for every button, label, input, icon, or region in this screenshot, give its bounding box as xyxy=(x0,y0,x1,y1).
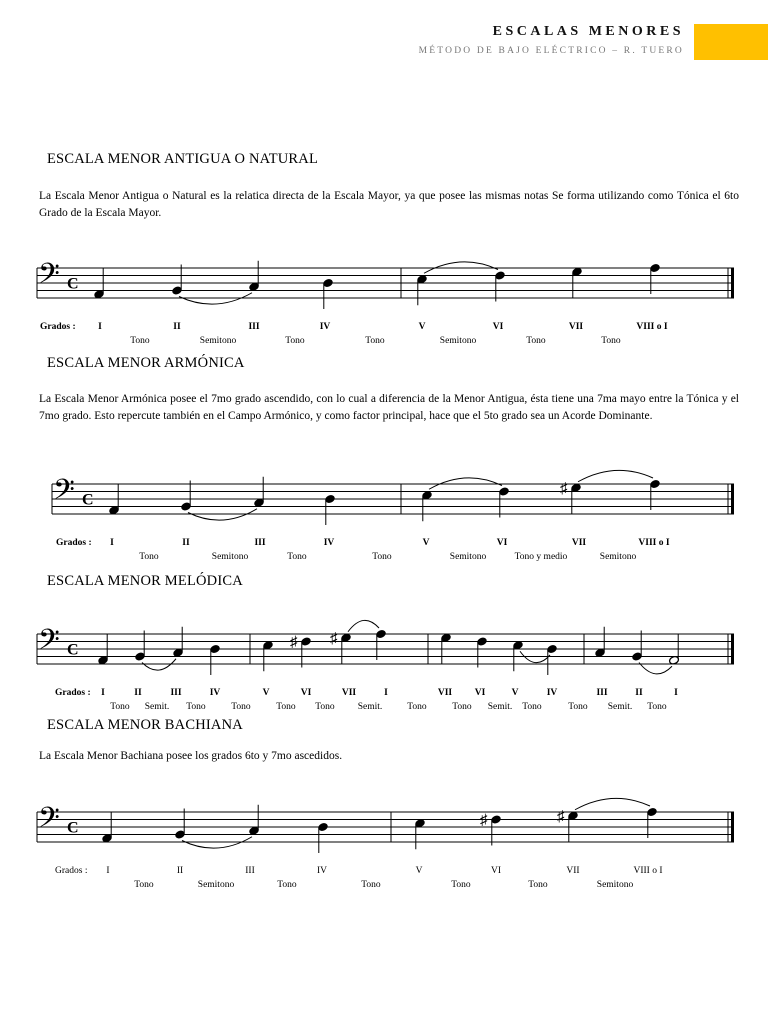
page-header-subtitle: MÉTODO DE BAJO ELÉCTRICO – R. TUERO xyxy=(418,46,684,56)
degree-label: III xyxy=(248,322,260,332)
time-signature: C xyxy=(67,641,79,659)
degree-label: I xyxy=(110,538,114,548)
section-title-bachiana: ESCALA MENOR BACHIANA xyxy=(47,717,243,733)
interval-label: Tono xyxy=(139,552,159,562)
degree-label: III xyxy=(170,688,182,698)
sharp-icon: ♯ xyxy=(330,630,338,647)
degree-label: I xyxy=(98,322,102,332)
grados-label: Grados : xyxy=(40,322,76,332)
interval-label: Semitono xyxy=(449,552,487,562)
staff-harmonic-minor xyxy=(0,466,768,562)
section-title-natural: ESCALA MENOR ANTIGUA O NATURAL xyxy=(47,151,319,167)
interval-label: Tono xyxy=(451,880,471,890)
header-accent-block xyxy=(694,24,768,60)
interval-label: Tono xyxy=(130,336,150,346)
interval-label: Tono xyxy=(452,702,472,712)
final-bar-thick xyxy=(731,634,734,664)
interval-label: Semitono xyxy=(596,880,634,890)
time-signature: C xyxy=(82,491,94,509)
degree-label: VI xyxy=(492,322,504,332)
time-signature: C xyxy=(67,275,79,293)
interval-label: Tono xyxy=(568,702,588,712)
degree-label: VI xyxy=(496,538,508,548)
interval-label: Tono xyxy=(285,336,305,346)
sharp-icon: ♯ xyxy=(480,812,488,829)
staff-bachiana-minor xyxy=(0,794,768,890)
degree-label: V xyxy=(418,322,426,332)
interval-label: Tono xyxy=(277,880,297,890)
staff-natural-minor xyxy=(0,250,768,346)
degree-label: I xyxy=(674,688,678,698)
degree-label: II xyxy=(173,322,181,332)
degree-label: VII xyxy=(568,322,584,332)
sharp-icon: ♯ xyxy=(557,808,565,825)
degree-label: VI xyxy=(300,688,312,698)
bass-clef-icon: 𝄢 xyxy=(53,475,75,513)
degree-label: II xyxy=(134,688,142,698)
degree-label: VII xyxy=(341,688,357,698)
final-bar-thick xyxy=(731,484,734,514)
section-text-bachiana: La Escala Menor Bachiana posee los grados 6to y 7mo ascedidos. xyxy=(39,750,343,762)
degree-label: II xyxy=(635,688,643,698)
interval-label: Tono xyxy=(276,702,296,712)
degree-label: IV xyxy=(319,322,331,332)
interval-label: Tono xyxy=(110,702,130,712)
interval-label: Semit. xyxy=(607,702,633,712)
interval-label: Semitono xyxy=(599,552,637,562)
degree-label: II xyxy=(182,538,190,548)
interval-label: Tono xyxy=(287,552,307,562)
degree-label: IV xyxy=(316,866,328,876)
section-text-natural: La Escala Menor Antigua o Natural es la relatica directa de la Escala Mayor, ya que posee las mismas notas Se forma utilizando como Tónica el 6to Grado de la Escala Mayor. xyxy=(39,190,739,219)
final-bar-thick xyxy=(731,268,734,298)
interval-label: Tono xyxy=(647,702,667,712)
degree-label: VI xyxy=(490,866,502,876)
degree-label: II xyxy=(176,866,184,876)
interval-label: Semitono xyxy=(197,880,235,890)
interval-label: Semit. xyxy=(357,702,383,712)
degree-label: I xyxy=(101,688,105,698)
interval-label: Tono xyxy=(528,880,548,890)
degree-label: V xyxy=(422,538,430,548)
sharp-icon: ♯ xyxy=(290,634,298,651)
degree-label: III xyxy=(596,688,608,698)
interval-label: Tono xyxy=(186,702,206,712)
interval-label: Tono y medio xyxy=(514,552,568,562)
interval-label: Tono xyxy=(522,702,542,712)
degree-label: V xyxy=(415,866,423,876)
interval-label: Semit. xyxy=(144,702,170,712)
interval-label: Tono xyxy=(601,336,621,346)
interval-label: Semitono xyxy=(199,336,237,346)
final-bar-thick xyxy=(731,812,734,842)
interval-label: Tono xyxy=(231,702,251,712)
tie-arc xyxy=(578,470,653,481)
interval-label: Tono xyxy=(134,880,154,890)
interval-label: Semitono xyxy=(211,552,249,562)
interval-label: Tono xyxy=(315,702,335,712)
degree-label: V xyxy=(511,688,519,698)
degree-label: V xyxy=(262,688,270,698)
degree-label: IV xyxy=(546,688,558,698)
grados-label: Grados : xyxy=(56,538,92,548)
time-signature: C xyxy=(67,819,79,837)
degree-label: III xyxy=(245,866,255,876)
degree-label: IV xyxy=(209,688,221,698)
degree-label: VII xyxy=(437,688,453,698)
bass-clef-icon: 𝄢 xyxy=(38,625,60,663)
interval-label: Semitono xyxy=(439,336,477,346)
page-header-title: ESCALAS MENORES xyxy=(492,24,684,39)
section-title-armonica: ESCALA MENOR ARMÓNICA xyxy=(47,355,245,371)
degree-label: VIII o I xyxy=(638,538,670,548)
degree-label: VII xyxy=(566,866,580,876)
section-title-melodica: ESCALA MENOR MELÓDICA xyxy=(47,573,243,589)
tie-arc xyxy=(348,620,379,631)
sharp-icon: ♯ xyxy=(560,480,568,497)
bass-clef-icon: 𝄢 xyxy=(38,259,60,297)
degree-label: VI xyxy=(474,688,486,698)
degree-label: VII xyxy=(571,538,587,548)
interval-label: Tono xyxy=(407,702,427,712)
section-text-armonica: La Escala Menor Armónica posee el 7mo grado ascendido, con lo cual a diferencia de la Menor Antigua, ésta tiene una 7ma mayo entre la Tónica y el 7mo grado. Esto repercute también en el Campo Armónico, y como factor principal, hace que el 5to grado sea un Acorde Dominante. xyxy=(39,393,739,422)
interval-label: Tono xyxy=(365,336,385,346)
degree-label: VIII o I xyxy=(636,322,668,332)
grados-label: Grados : xyxy=(55,866,88,876)
grados-label: Grados : xyxy=(55,688,91,698)
interval-label: Tono xyxy=(526,336,546,346)
degree-label: VIII o I xyxy=(633,866,663,876)
degree-label: III xyxy=(254,538,266,548)
staff-melodic-minor xyxy=(0,616,768,712)
degree-label: I xyxy=(384,688,388,698)
interval-label: Semit. xyxy=(487,702,513,712)
bass-clef-icon: 𝄢 xyxy=(38,803,60,841)
degree-label: I xyxy=(106,866,110,876)
interval-label: Tono xyxy=(361,880,381,890)
degree-label: IV xyxy=(323,538,335,548)
tie-arc xyxy=(575,798,650,809)
interval-label: Tono xyxy=(372,552,392,562)
